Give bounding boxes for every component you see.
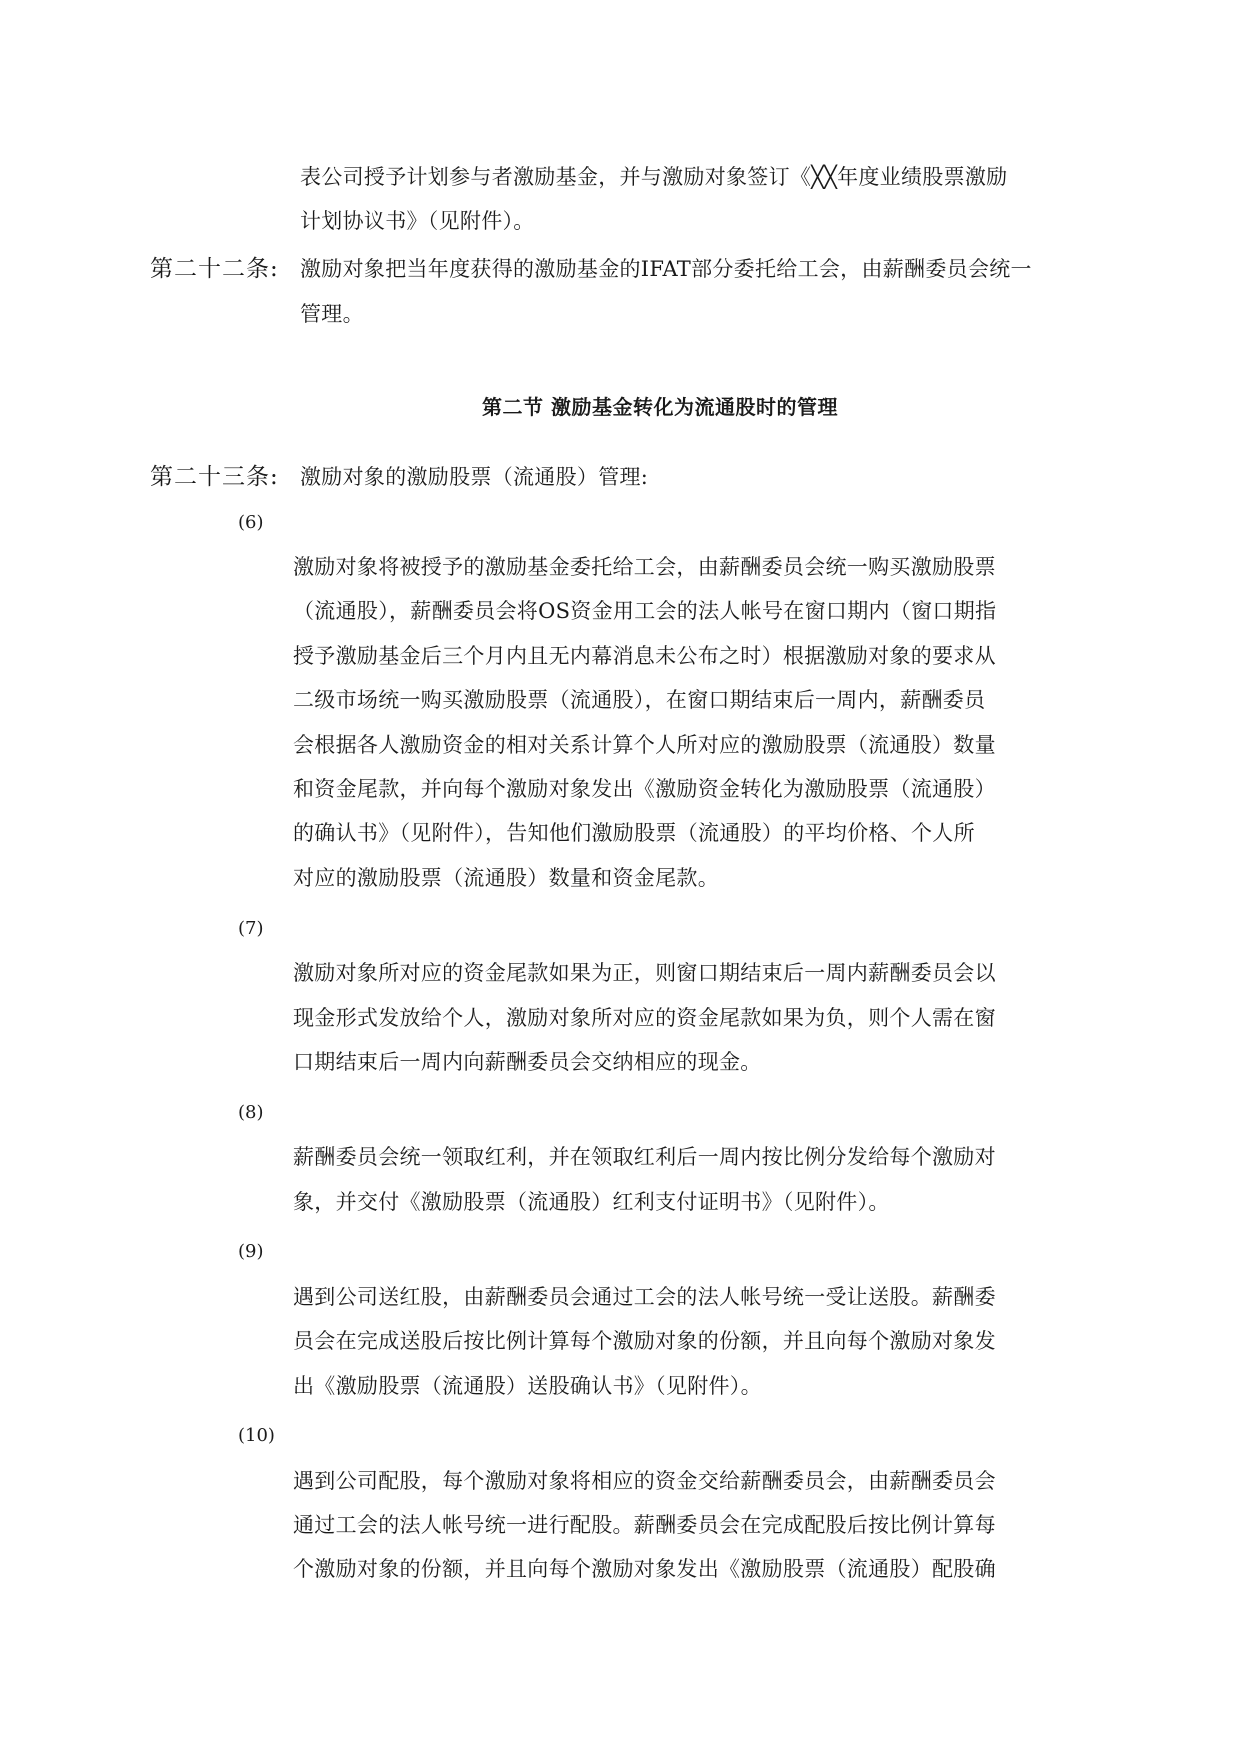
body-line: 管理。 xyxy=(300,302,364,326)
body-line: 遇到公司配股，每个激励对象将相应的资金交给薪酬委员会，由薪酬委员会 xyxy=(293,1469,996,1493)
body-line: （流通股），薪酬委员会将OS资金用工会的法人帐号在窗口期内（窗口期指 xyxy=(293,599,997,623)
body-line: 个激励对象的份额，并且向每个激励对象发出《激励股票（流通股）配股确 xyxy=(293,1557,996,1581)
body-line: 激励对象把当年度获得的激励基金的IFAT部分委托给工会，由薪酬委员会统一 xyxy=(300,257,1032,281)
body-line: 会根据各人激励资金的相对关系计算个人所对应的激励股票（流通股）数量 xyxy=(293,733,996,757)
body-line: 薪酬委员会统一领取红利，并在领取红利后一周内按比例分发给每个激励对 xyxy=(293,1145,996,1169)
body-line: 和资金尾款，并向每个激励对象发出《激励资金转化为激励股票（流通股） xyxy=(293,777,996,801)
item-number: (8) xyxy=(238,1102,264,1123)
body-line: 对应的激励股票（流通股）数量和资金尾款。 xyxy=(293,866,719,890)
item-number: (6) xyxy=(238,512,264,533)
body-line: 的确认书》（见附件），告知他们激励股票（流通股）的平均价格、个人所 xyxy=(293,821,975,845)
body-line: 通过工会的法人帐号统一进行配股。薪酬委员会在完成配股后按比例计算每 xyxy=(293,1513,996,1537)
item-number: (9) xyxy=(238,1241,264,1262)
body-line: 计划协议书》（见附件）。 xyxy=(300,209,535,233)
item-number: (7) xyxy=(238,918,264,939)
body-line: 口期结束后一周内向薪酬委员会交纳相应的现金。 xyxy=(293,1050,762,1074)
body-line: 象，并交付《激励股票（流通股）红利支付证明书》（见附件）。 xyxy=(293,1190,890,1214)
body-line: 授予激励基金后三个月内且无内幕消息未公布之时）根据激励对象的要求从 xyxy=(293,644,996,668)
body-line: 出《激励股票（流通股）送股确认书》（见附件）。 xyxy=(293,1374,762,1398)
body-line: 遇到公司送红股，由薪酬委员会通过工会的法人帐号统一受让送股。薪酬委 xyxy=(293,1285,996,1309)
article-23-label: 第二十三条: xyxy=(150,464,279,490)
body-line: 员会在完成送股后按比例计算每个激励对象的份额，并且向每个激励对象发 xyxy=(293,1329,996,1353)
item-number: (10) xyxy=(238,1425,275,1446)
article-22-label: 第二十二条: xyxy=(150,256,279,282)
body-line: 表公司授予计划参与者激励基金，并与激励对象签订《╳╳年度业绩股票激励 xyxy=(300,165,1008,189)
body-line: 激励对象的激励股票（流通股）管理: xyxy=(300,465,649,489)
body-line: 二级市场统一购买激励股票（流通股），在窗口期结束后一周内，薪酬委员 xyxy=(293,688,986,712)
body-line: 激励对象将被授予的激励基金委托给工会，由薪酬委员会统一购买激励股票 xyxy=(293,555,996,579)
body-line: 现金形式发放给个人，激励对象所对应的资金尾款如果为负，则个人需在窗 xyxy=(293,1006,996,1030)
body-line: 激励对象所对应的资金尾款如果为正，则窗口期结束后一周内薪酬委员会以 xyxy=(293,961,996,985)
section-heading: 第二节 激励基金转化为流通股时的管理 xyxy=(482,395,838,419)
